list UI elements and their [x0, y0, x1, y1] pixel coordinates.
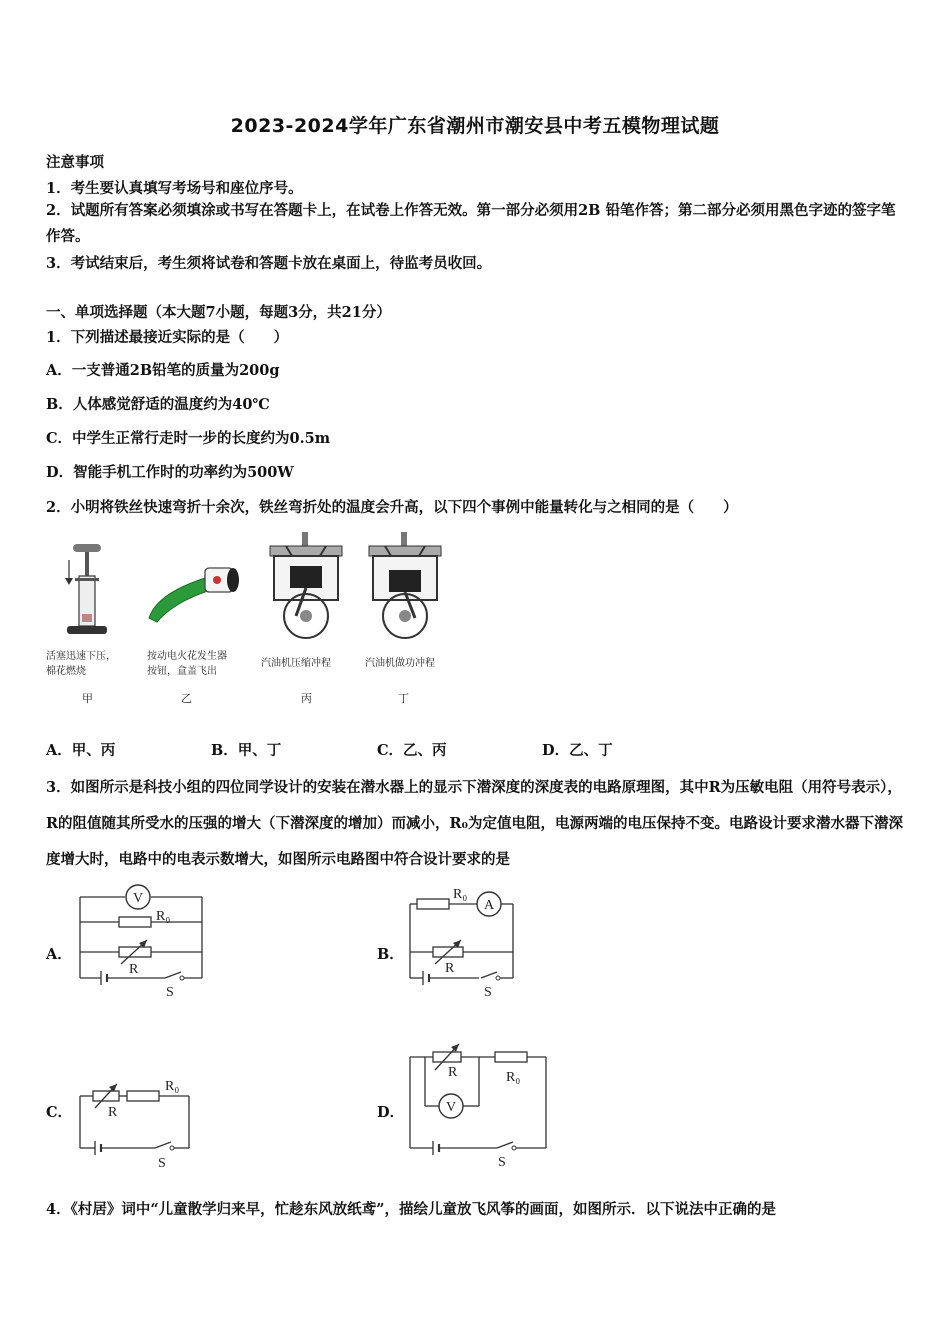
q1-option-d: D．智能手机工作时的功率约为500W — [46, 464, 294, 481]
notice-item-2: 2．试题所有答案必须填涂或书写在答题卡上，在试卷上作答无效。第一部分必须用2B 铅笔作答；第二部分必须用黑色字迹的签字笔作答。 — [46, 202, 896, 245]
circuit-a-voltmeter-symbol: V — [133, 891, 144, 906]
fig-jia-label: 甲 — [82, 692, 93, 705]
compression-stroke-figure — [266, 532, 346, 644]
fig-jia-caption-2: 棉花燃烧 — [46, 666, 86, 677]
circuit-b-s-label: S — [484, 985, 492, 1000]
circuit-a — [75, 880, 210, 1000]
circuit-c — [75, 1076, 200, 1176]
section-heading: 一、单项选择题（本大题7小题，每题3分，共21分） — [46, 304, 391, 321]
notice-item-3: 3．考试结束后，考生须将试卷和答题卡放在桌面上，待监考员收回。 — [46, 255, 492, 272]
circuit-d — [405, 1044, 555, 1174]
fig-yi-label: 乙 — [181, 692, 192, 705]
fig-jia-caption-1: 活塞迅速下压， — [46, 651, 116, 662]
circuit-d-s-label: S — [498, 1155, 506, 1170]
fig-yi-caption-2: 按钮，盒盖飞出 — [147, 666, 217, 677]
q3-stem: 3．如图所示是科技小组的四位同学设计的安装在潜水器上的显示下潜深度的深度表的电路原理图，其中R为压敏电阻（用符号表示），R的阻值随其所受水的压强的增大（下潜深度的增加）而减小，R₀为定值电阻，电源两端的电压保持不变。电路设计要求潜水器下潜深度增大时，电路中的电表示数增大，如图所示电路图中符合设计要求的是 — [46, 779, 903, 868]
q3-option-b-letter: B． — [377, 946, 404, 963]
q3-option-c-letter: C． — [46, 1104, 73, 1121]
q2-option-c: C．乙、丙 — [377, 742, 447, 759]
circuit-b-ammeter-symbol: A — [484, 898, 495, 913]
page-title: 2023-2024学年广东省潮州市潮安县中考五模物理试题 — [230, 115, 720, 137]
fig-ding-label: 丁 — [398, 692, 409, 705]
q3-option-a-letter: A． — [46, 946, 72, 963]
q1-option-c: C．中学生正常行走时一步的长度约为0.5m — [46, 430, 331, 447]
circuit-c-r-label: R — [108, 1105, 118, 1120]
q2-option-a: A．甲、丙 — [46, 742, 116, 759]
circuit-a-s-label: S — [166, 985, 174, 1000]
circuit-a-r0-label: R₀ — [156, 909, 171, 924]
circuit-d-r0-label: R₀ — [506, 1070, 521, 1085]
q3-option-d-letter: D． — [377, 1104, 405, 1121]
circuit-b — [405, 884, 525, 1004]
circuit-d-voltmeter-symbol: V — [446, 1100, 457, 1115]
power-stroke-figure — [365, 532, 445, 644]
notice-item-1: 1．考生要认真填写考场号和座位序号。 — [46, 180, 303, 197]
circuit-c-r0-label: R₀ — [165, 1079, 180, 1094]
q1-stem: 1．下列描述最接近实际的是（ ） — [46, 329, 289, 346]
fire-syringe-figure — [55, 540, 115, 640]
fig-ding-caption: 汽油机做功冲程 — [365, 658, 435, 669]
q2-stem: 2．小明将铁丝快速弯折十余次，铁丝弯折处的温度会升高，以下四个事例中能量转化与之相同的是（ ） — [46, 499, 738, 516]
circuit-b-r-label: R — [445, 961, 455, 976]
fig-yi-caption-1: 按动电火花发生器 — [147, 651, 227, 662]
circuit-a-r-label: R — [129, 962, 139, 977]
circuit-d-r-label: R — [448, 1065, 458, 1080]
q1-option-a: A．一支普通2B铅笔的质量为200g — [46, 362, 280, 379]
circuit-b-r0-label: R₀ — [453, 887, 468, 902]
notice-heading: 注意事项 — [46, 154, 104, 171]
q2-option-b: B．甲、丁 — [211, 742, 282, 759]
q4-stem: 4．《村居》词中“儿童散学归来早，忙趁东风放纸鸢”，描绘儿童放飞风筝的画面，如图所示．以下说法中正确的是 — [46, 1201, 777, 1218]
q2-option-d: D．乙、丁 — [542, 742, 613, 759]
fig-bing-label: 丙 — [301, 692, 312, 705]
q1-option-b: B．人体感觉舒适的温度约为40℃ — [46, 396, 270, 413]
circuit-c-s-label: S — [158, 1156, 166, 1171]
spark-igniter-figure — [145, 560, 245, 630]
fig-bing-caption: 汽油机压缩冲程 — [261, 658, 331, 669]
